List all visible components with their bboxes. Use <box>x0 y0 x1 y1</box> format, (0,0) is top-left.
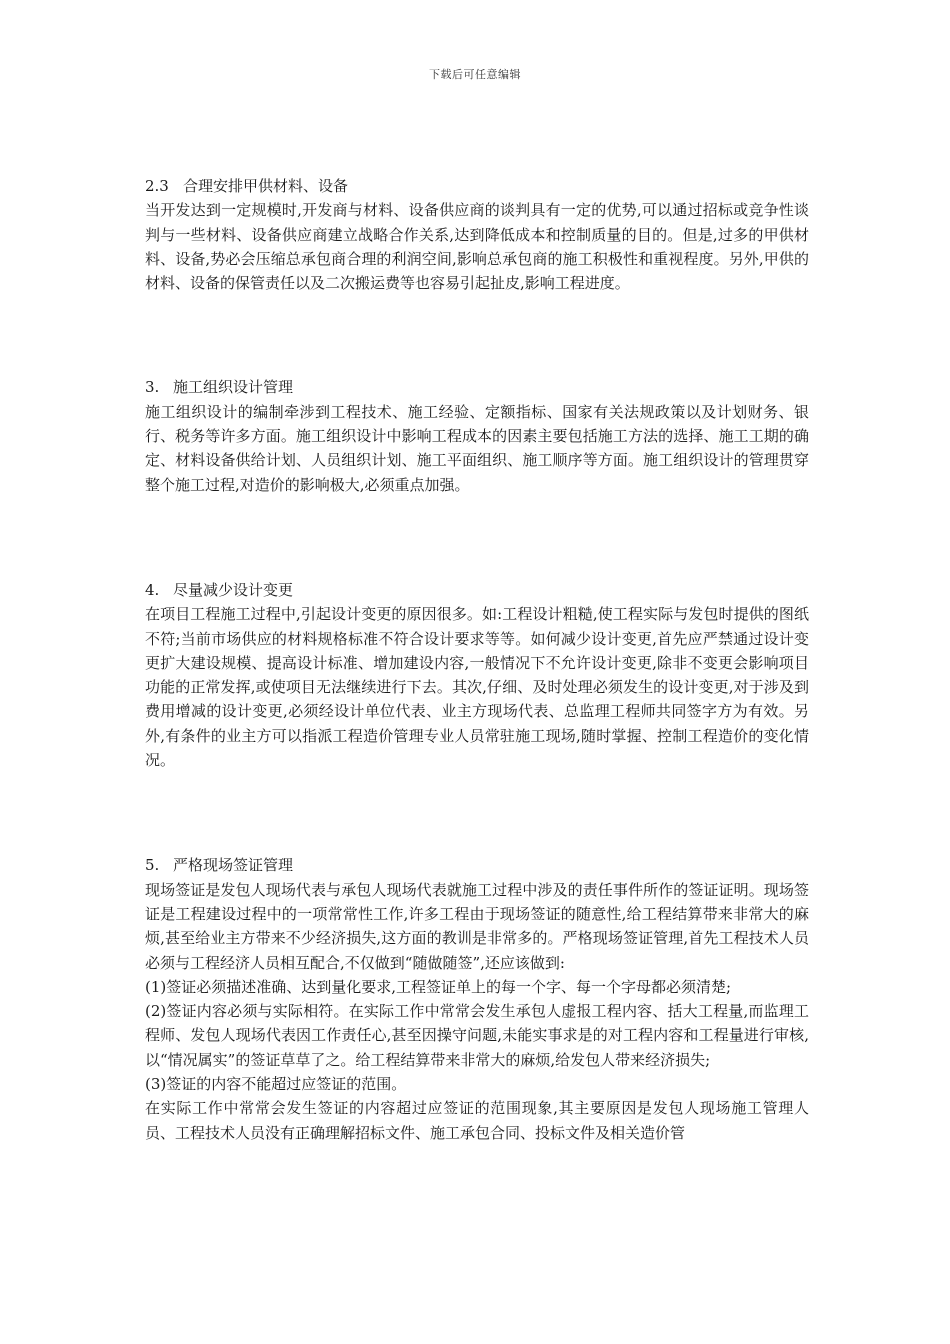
section-heading <box>145 578 809 602</box>
list-item: (3)签证的内容不能超过应签证的范围。 <box>145 1075 407 1094</box>
paragraph: 在项目工程施工过程中,引起设计变更的原因很多。如:工程设计粗糙,使工程实际与发包时提供的图纸不符;当前市场供应的材料规格标准不符合设计要求等等。如何减少设计变更,首先应严禁通过设计变更扩大建设规模、提高设计标准、增加建设内容,一般情况下不允许设计变更,除非不变更会影响项目功能的正常发挥,或使项目无法继续进行下去。其次,仔细、及时处理必须发生的设计变更,对于涉及到费用增减的设计变更,必须经设计单位代表、业主方现场代表、总监理工程师共同签字方为有效。另外,有条件的业主方可以指派工程造价管理专业人员常驻施工现场,随时掌握、控制工程造价的变化情况。 <box>145 605 809 770</box>
paragraph: 现场签证是发包人现场代表与承包人现场代表就施工过程中涉及的责任事件所作的签证证明。现场签证是工程建设过程中的一项常常性工作,许多工程由于现场签证的随意性,给工程结算带来非常大的麻烦,甚至给业主方带来不少经济损失,这方面的教训是非常多的。严格现场签证管理,首先工程技术人员必须与工程经济人员相互配合,不仅做到“随做随签”,还应该做到: <box>145 880 809 972</box>
section-3 <box>145 375 809 496</box>
section-heading <box>145 375 809 399</box>
section-title: 尽量减少设计变更 <box>173 580 294 599</box>
section-number: 4. <box>145 580 160 599</box>
section-number: 2.3 <box>145 177 169 195</box>
section-number: 3. <box>145 378 160 397</box>
section-heading <box>145 174 809 198</box>
section-2-3 <box>145 174 809 295</box>
paragraph: 施工组织设计的编制牵涉到工程技术、施工经验、定额指标、国家有关法规政策以及计划财务、银行、税务等许多方面。施工组织设计中影响工程成本的因素主要包括施工方法的选择、施工工期的确定、材料设备供给计划、人员组织计划、施工平面组织、施工顺序等方面。施工组织设计的管理贯穿整个施工过程,对造价的影响极大,必须重点加强。 <box>145 402 809 494</box>
section-heading <box>145 853 809 877</box>
section-4 <box>145 578 809 772</box>
section-title: 施工组织设计管理 <box>173 378 294 397</box>
paragraph: 在实际工作中常常会发生签证的内容超过应签证的范围现象,其主要原因是发包人现场施工管理人员、工程技术人员没有正确理解招标文件、施工承包合同、投标文件及相关造价管 <box>145 1099 809 1142</box>
section-title: 合理安排甲供材料、设备 <box>183 177 349 195</box>
paragraph: 当开发达到一定规模时,开发商与材料、设备供应商的谈判具有一定的优势,可以通过招标或竞争性谈判与一些材料、设备供应商建立战略合作关系,达到降低成本和控制质量的目的。但是,过多的甲供材料、设备,势必会压缩总承包商合理的利润空间,影响总承包商的施工积极性和重视程度。另外,甲供的材料、设备的保管责任以及二次搬运费等也容易引起扯皮,影响工程进度。 <box>145 201 809 293</box>
list-item: (1)签证必须描述准确、达到量化要求,工程签证单上的每一个字、每一个字母都必须清楚; <box>145 977 732 996</box>
section-5 <box>145 853 809 1145</box>
list-item: (2)签证内容必须与实际相符。在实际工作中常常会发生承包人虚报工程内容、括大工程量,而监理工程师、发包人现场代表因工作责任心,甚至因操守问题,未能实事求是的对工程内容和工程量进行审核,以“情况属实”的签证草草了之。给工程结算带来非常大的麻烦,给发包人带来经济损失; <box>145 1002 809 1069</box>
document-body <box>145 174 809 1145</box>
section-number: 5. <box>145 856 160 875</box>
section-title: 严格现场签证管理 <box>173 856 294 875</box>
page-header-note: 下载后可任意编辑 <box>429 68 521 81</box>
